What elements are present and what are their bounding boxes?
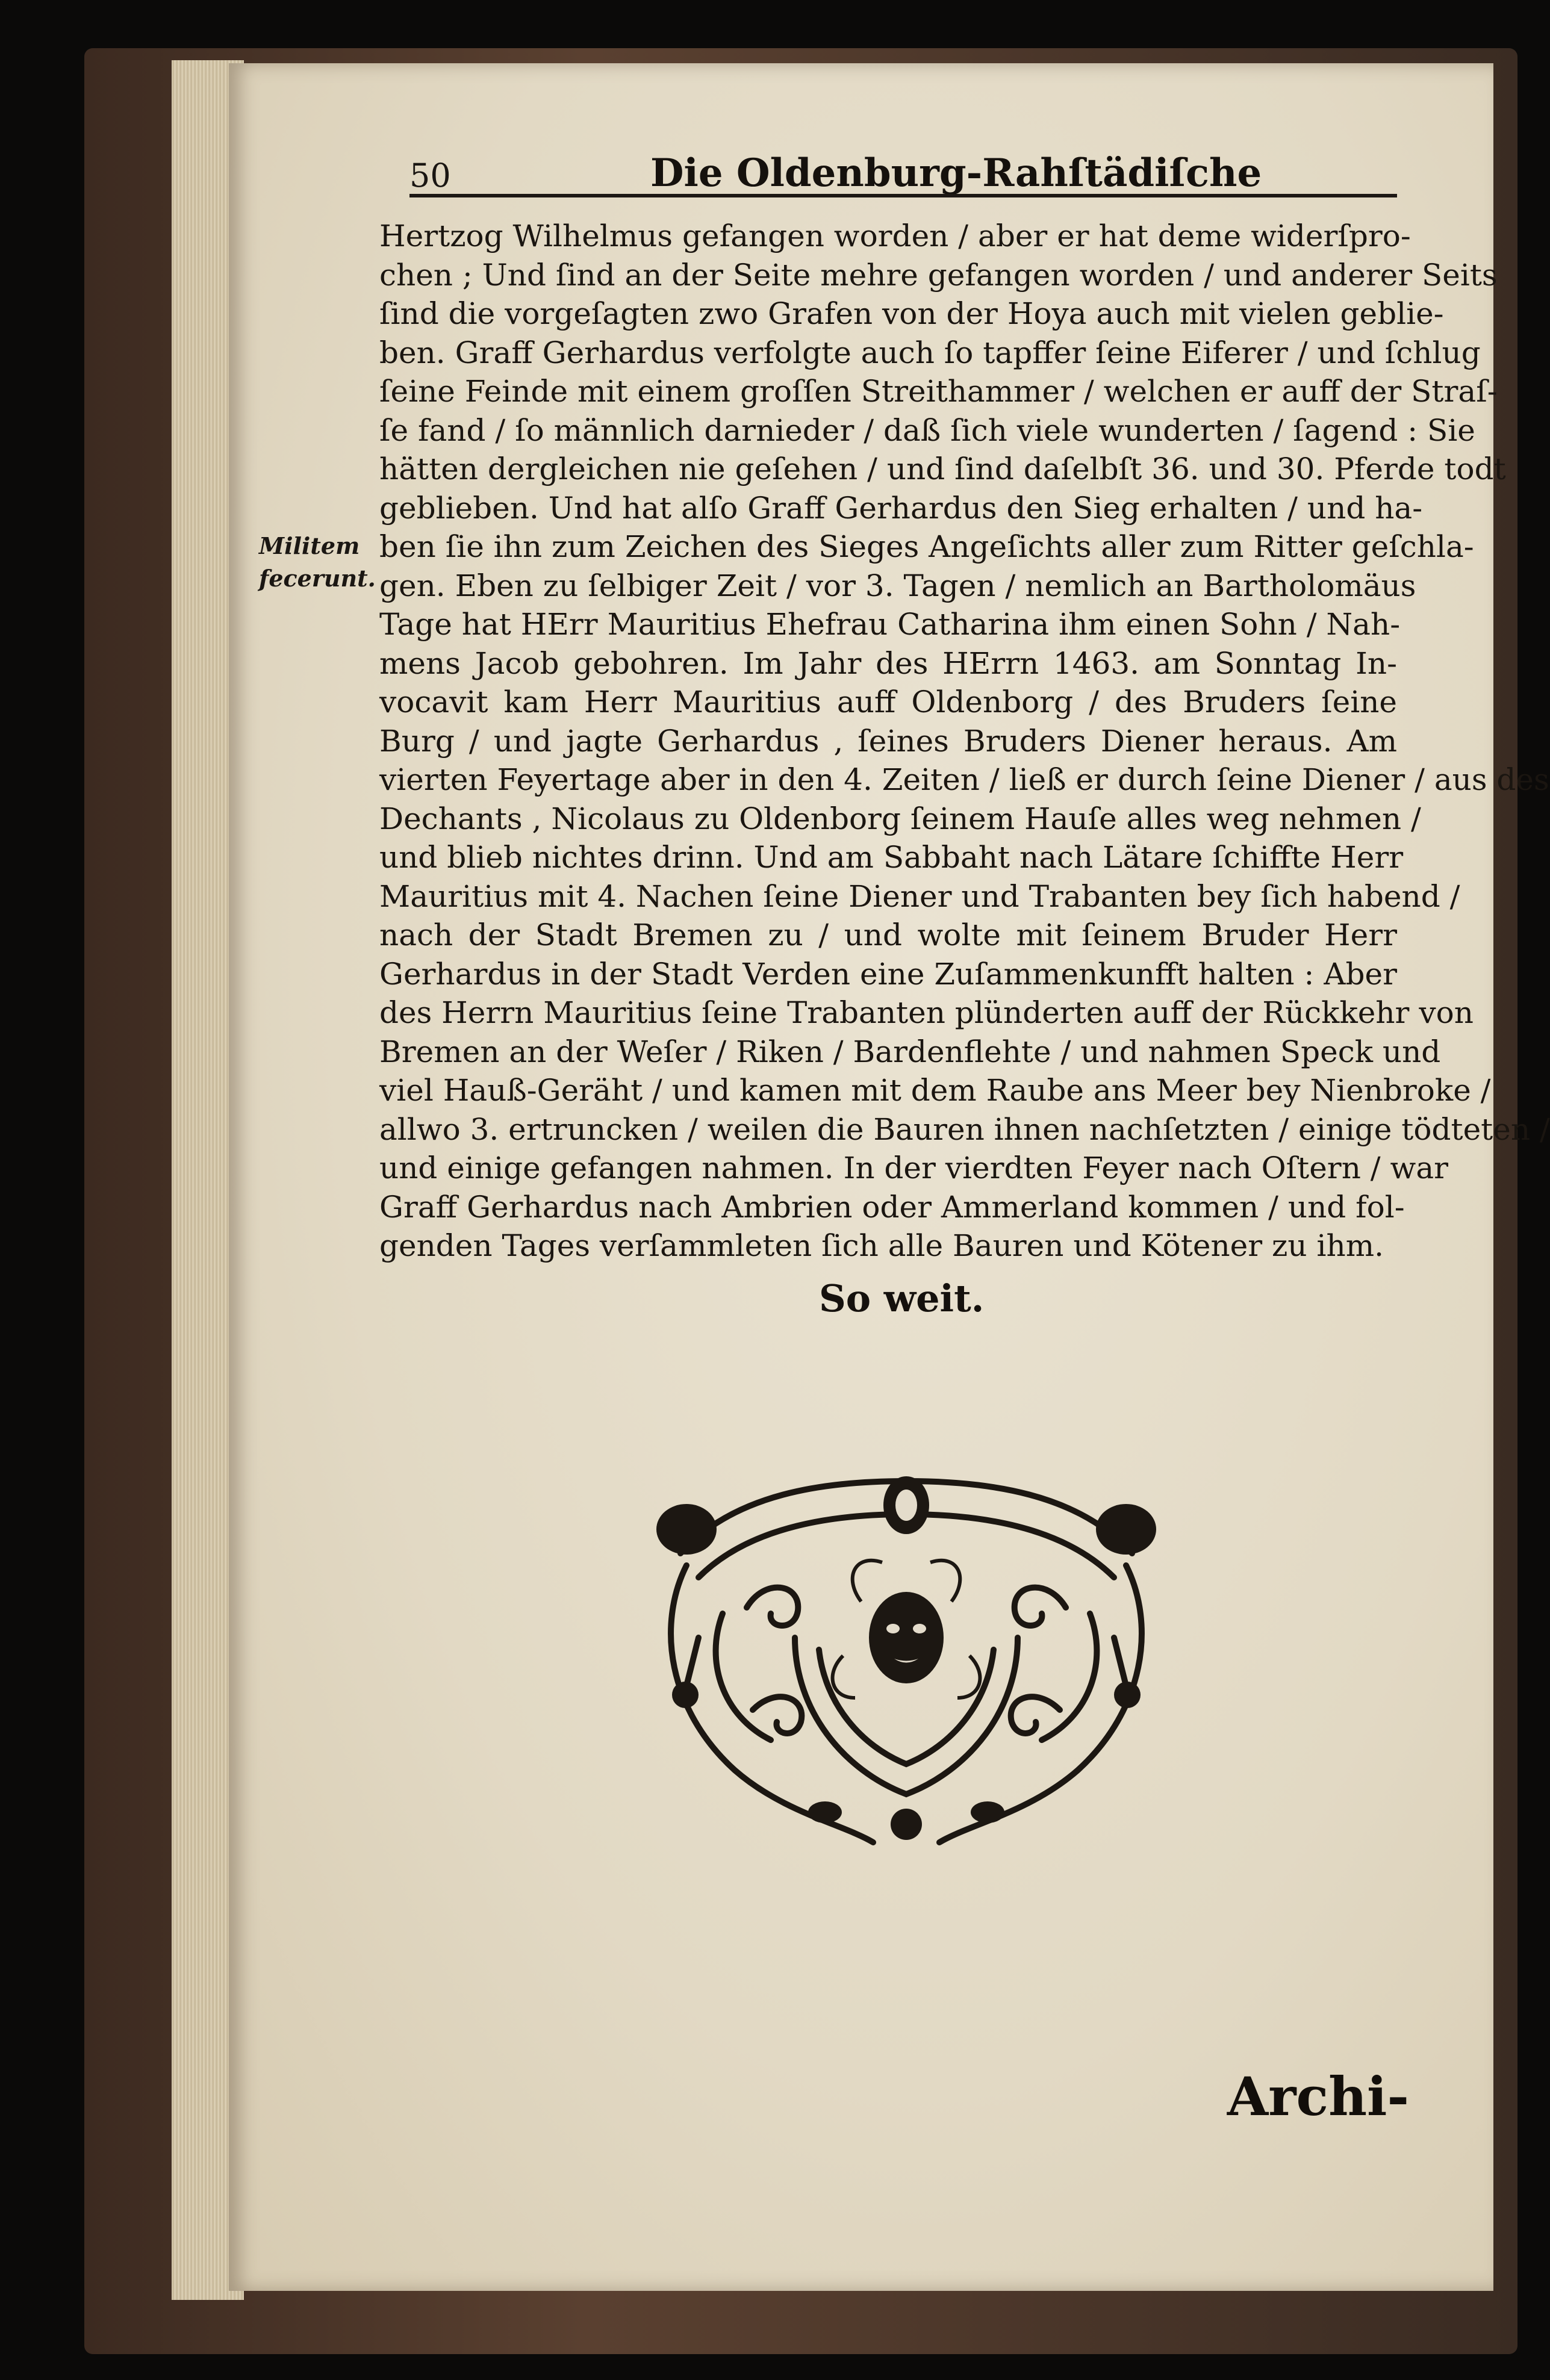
body-text: [379, 217, 1550, 1266]
catchword: Archi-: [1227, 2065, 1409, 2128]
text-line: und einige gefangen nahmen. In der vierdten Feyer nach Oſtern / war: [379, 1151, 1449, 1185]
text-line: Gerhardus in der Stadt Verden eine Zuſammenkunfft halten : Aber: [379, 956, 1397, 992]
text-line: Tage hat HErr Mauritius Ehefrau Catharina ihm einen Sohn / Nah-: [379, 607, 1401, 642]
text-line: des Herrn Mauritius ſeine Trabanten plünderten auff der Rückkehr von: [379, 995, 1474, 1030]
text-line: allwo 3. ertruncken / weilen die Bauren ihnen nachſetzten / einige tödteten /: [379, 1111, 1550, 1147]
margin-note-line: Militem: [259, 532, 360, 559]
text-line: geblieben. Und hat alſo Graff Gerhardus den Sieg erhalten / und ha-: [379, 490, 1423, 526]
text-line: Graff Gerhardus nach Ambrien oder Ammerland kommen / und fol-: [379, 1189, 1405, 1225]
running-head: Die Oldenburg-Rahſtädiſche: [650, 151, 1262, 196]
text-line: ſe fand / ſo männlich darnieder / daß ſich viele wunderten / ſagend : Sie: [379, 412, 1475, 448]
text-line: vocavit kam Herr Mauritius auff Oldenborg / des Bruders ſeine: [379, 685, 1397, 719]
text-line: viel Hauß-Geräht / und kamen mit dem Raube ans Meer bey Nienbroke /: [379, 1073, 1491, 1108]
margin-note-line: fecerunt.: [259, 565, 376, 592]
text-line: nach der Stadt Bremen zu / und wolte mit ſeinem Bruder Herr: [379, 918, 1397, 952]
text-line: mens Jacob gebohren. Im Jahr des HErrn 1463. am Sonntag In-: [379, 645, 1397, 681]
page-number: 50: [409, 157, 451, 194]
text-line: vierten Feyertage aber in den 4. Zeiten / ließ er durch ſeine Diener / aus des: [379, 762, 1549, 797]
page-header: [409, 151, 1397, 199]
text-line: Dechants , Nicolaus zu Oldenborg ſeinem Hauſe alles weg nehmen /: [379, 801, 1421, 836]
woodcut-ornament-icon: [644, 1457, 1168, 1866]
text-line: ben ſie ihn zum Zeichen des Sieges Angeſichts aller zum Ritter geſchla-: [379, 529, 1474, 564]
text-line: Hertzog Wilhelmus gefangen worden / aber er hat deme widerſpro-: [379, 219, 1411, 253]
text-line: ſeine Feinde mit einem groſſen Streithammer / welchen er auff der Straſ-: [379, 374, 1498, 409]
text-line: und blieb nichtes drinn. Und am Sabbaht nach Lätare ſchiffte Herr: [379, 840, 1404, 875]
text-line: chen ; Und ſind an der Seite mehre gefangen worden / und anderer Seits: [379, 257, 1498, 293]
text-line: gen. Eben zu ſelbiger Zeit / vor 3. Tagen / nemlich an Bartholomäus: [379, 568, 1416, 603]
text-line: Burg / und jagte Gerhardus , ſeines Bruders Diener heraus. Am: [379, 723, 1397, 759]
text-line: ben. Graff Gerhardus verfolgte auch ſo tapffer ſeine Eiferer / und ſchlug: [379, 335, 1481, 370]
margin-note: [259, 530, 379, 595]
text-line: Mauritius mit 4. Nachen ſeine Diener und Trabanten bey ſich habend /: [379, 878, 1460, 914]
header-rule: [409, 194, 1397, 197]
text-line: ſind die vorgeſagten zwo Grafen von der Hoya auch mit vielen geblie-: [379, 296, 1444, 331]
text-line: hätten dergleichen nie geſehen / und ſind daſelbſt 36. und 30. Pferde todt: [379, 452, 1506, 486]
closing-phrase: So weit.: [819, 1276, 985, 1320]
text-line: genden Tages verſammleten ſich alle Bauren und Kötener zu ihm.: [379, 1228, 1384, 1263]
text-line: Bremen an der Weſer / Riken / Bardenflehte / und nahmen Speck und: [379, 1034, 1441, 1069]
